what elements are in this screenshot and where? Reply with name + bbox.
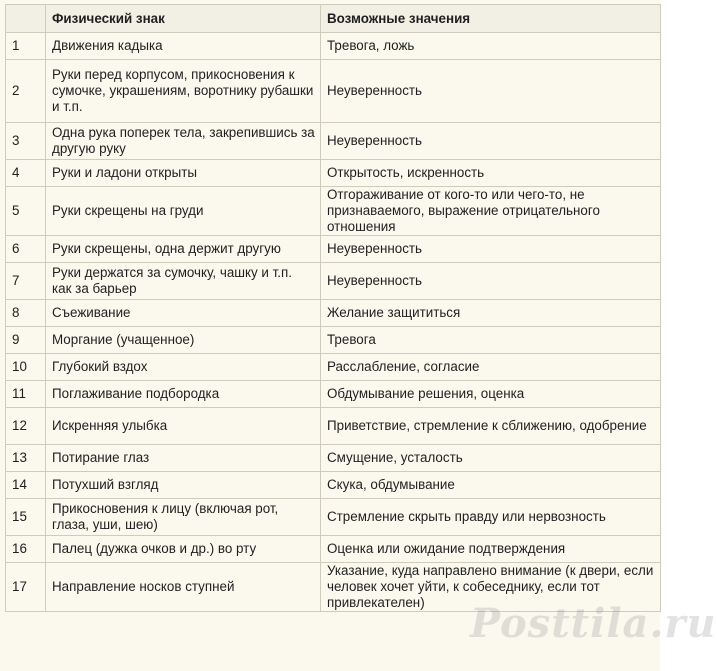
row-number: 17 bbox=[6, 563, 46, 612]
row-sign: Одна рука поперек тела, закрепившись за другую руку bbox=[46, 123, 321, 160]
table-row bbox=[6, 300, 661, 327]
row-meaning: Приветствие, стремление к сближению, одобрение bbox=[321, 408, 661, 445]
row-number: 6 bbox=[6, 236, 46, 263]
row-sign: Палец (дужка очков и др.) во рту bbox=[46, 536, 321, 563]
table-row bbox=[6, 536, 661, 563]
row-meaning: Отгораживание от кого-то или чего-то, не признаваемого, выражение отрицательного отношения bbox=[321, 187, 661, 236]
row-meaning: Стремление скрыть правду или нервозность bbox=[321, 499, 661, 536]
table-row bbox=[6, 499, 661, 536]
row-meaning: Тревога, ложь bbox=[321, 33, 661, 60]
header-number bbox=[6, 5, 46, 33]
row-number: 10 bbox=[6, 354, 46, 381]
row-number: 4 bbox=[6, 160, 46, 187]
table-row bbox=[6, 408, 661, 445]
row-number: 15 bbox=[6, 499, 46, 536]
row-meaning: Указание, куда направлено внимание (к двери, если человек хочет уйти, к собеседнику, если тот привлекателен) bbox=[321, 563, 661, 612]
table-row bbox=[6, 60, 661, 123]
row-sign: Направление носков ступней bbox=[46, 563, 321, 612]
row-meaning: Оценка или ожидание подтверждения bbox=[321, 536, 661, 563]
row-meaning: Открытость, искренность bbox=[321, 160, 661, 187]
body-language-table bbox=[5, 4, 661, 612]
table-header-row bbox=[6, 5, 661, 33]
row-number: 16 bbox=[6, 536, 46, 563]
row-sign: Потухший взгляд bbox=[46, 472, 321, 499]
row-sign: Руки держатся за сумочку, чашку и т.п. как за барьер bbox=[46, 263, 321, 300]
row-meaning: Неуверенность bbox=[321, 263, 661, 300]
row-meaning: Тревога bbox=[321, 327, 661, 354]
table-row bbox=[6, 123, 661, 160]
row-sign: Потирание глаз bbox=[46, 445, 321, 472]
row-sign: Руки перед корпусом, прикосновения к сумочке, украшениям, воротнику рубашки и т.п. bbox=[46, 60, 321, 123]
table-row bbox=[6, 236, 661, 263]
row-number: 11 bbox=[6, 381, 46, 408]
header-meaning: Возможные значения bbox=[321, 5, 661, 33]
table-row bbox=[6, 354, 661, 381]
row-sign: Руки и ладони открыты bbox=[46, 160, 321, 187]
row-number: 8 bbox=[6, 300, 46, 327]
row-meaning: Скука, обдумывание bbox=[321, 472, 661, 499]
row-number: 14 bbox=[6, 472, 46, 499]
table-row bbox=[6, 187, 661, 236]
table-row bbox=[6, 263, 661, 300]
watermark: Posttila.ru bbox=[470, 600, 717, 647]
row-sign: Руки скрещены, одна держит другую bbox=[46, 236, 321, 263]
row-meaning: Неуверенность bbox=[321, 123, 661, 160]
row-sign: Поглаживание подбородка bbox=[46, 381, 321, 408]
table-row bbox=[6, 33, 661, 60]
row-number: 2 bbox=[6, 60, 46, 123]
row-number: 3 bbox=[6, 123, 46, 160]
row-sign: Съеживание bbox=[46, 300, 321, 327]
table-row bbox=[6, 472, 661, 499]
table-row bbox=[6, 563, 661, 612]
row-sign: Глубокий вздох bbox=[46, 354, 321, 381]
row-sign: Искренняя улыбка bbox=[46, 408, 321, 445]
row-meaning: Смущение, усталость bbox=[321, 445, 661, 472]
row-number: 5 bbox=[6, 187, 46, 236]
row-sign: Руки скрещены на груди bbox=[46, 187, 321, 236]
row-number: 7 bbox=[6, 263, 46, 300]
row-number: 1 bbox=[6, 33, 46, 60]
row-number: 13 bbox=[6, 445, 46, 472]
row-sign: Движения кадыка bbox=[46, 33, 321, 60]
row-number: 9 bbox=[6, 327, 46, 354]
row-meaning: Расслабление, согласие bbox=[321, 354, 661, 381]
row-sign: Прикосновения к лицу (включая рот, глаза, уши, шею) bbox=[46, 499, 321, 536]
table-row bbox=[6, 327, 661, 354]
row-meaning: Обдумывание решения, оценка bbox=[321, 381, 661, 408]
row-meaning: Неуверенность bbox=[321, 60, 661, 123]
row-number: 12 bbox=[6, 408, 46, 445]
table-row bbox=[6, 381, 661, 408]
header-sign: Физический знак bbox=[46, 5, 321, 33]
row-meaning: Неуверенность bbox=[321, 236, 661, 263]
row-sign: Моргание (учащенное) bbox=[46, 327, 321, 354]
table-row bbox=[6, 445, 661, 472]
table-row bbox=[6, 160, 661, 187]
row-meaning: Желание защититься bbox=[321, 300, 661, 327]
